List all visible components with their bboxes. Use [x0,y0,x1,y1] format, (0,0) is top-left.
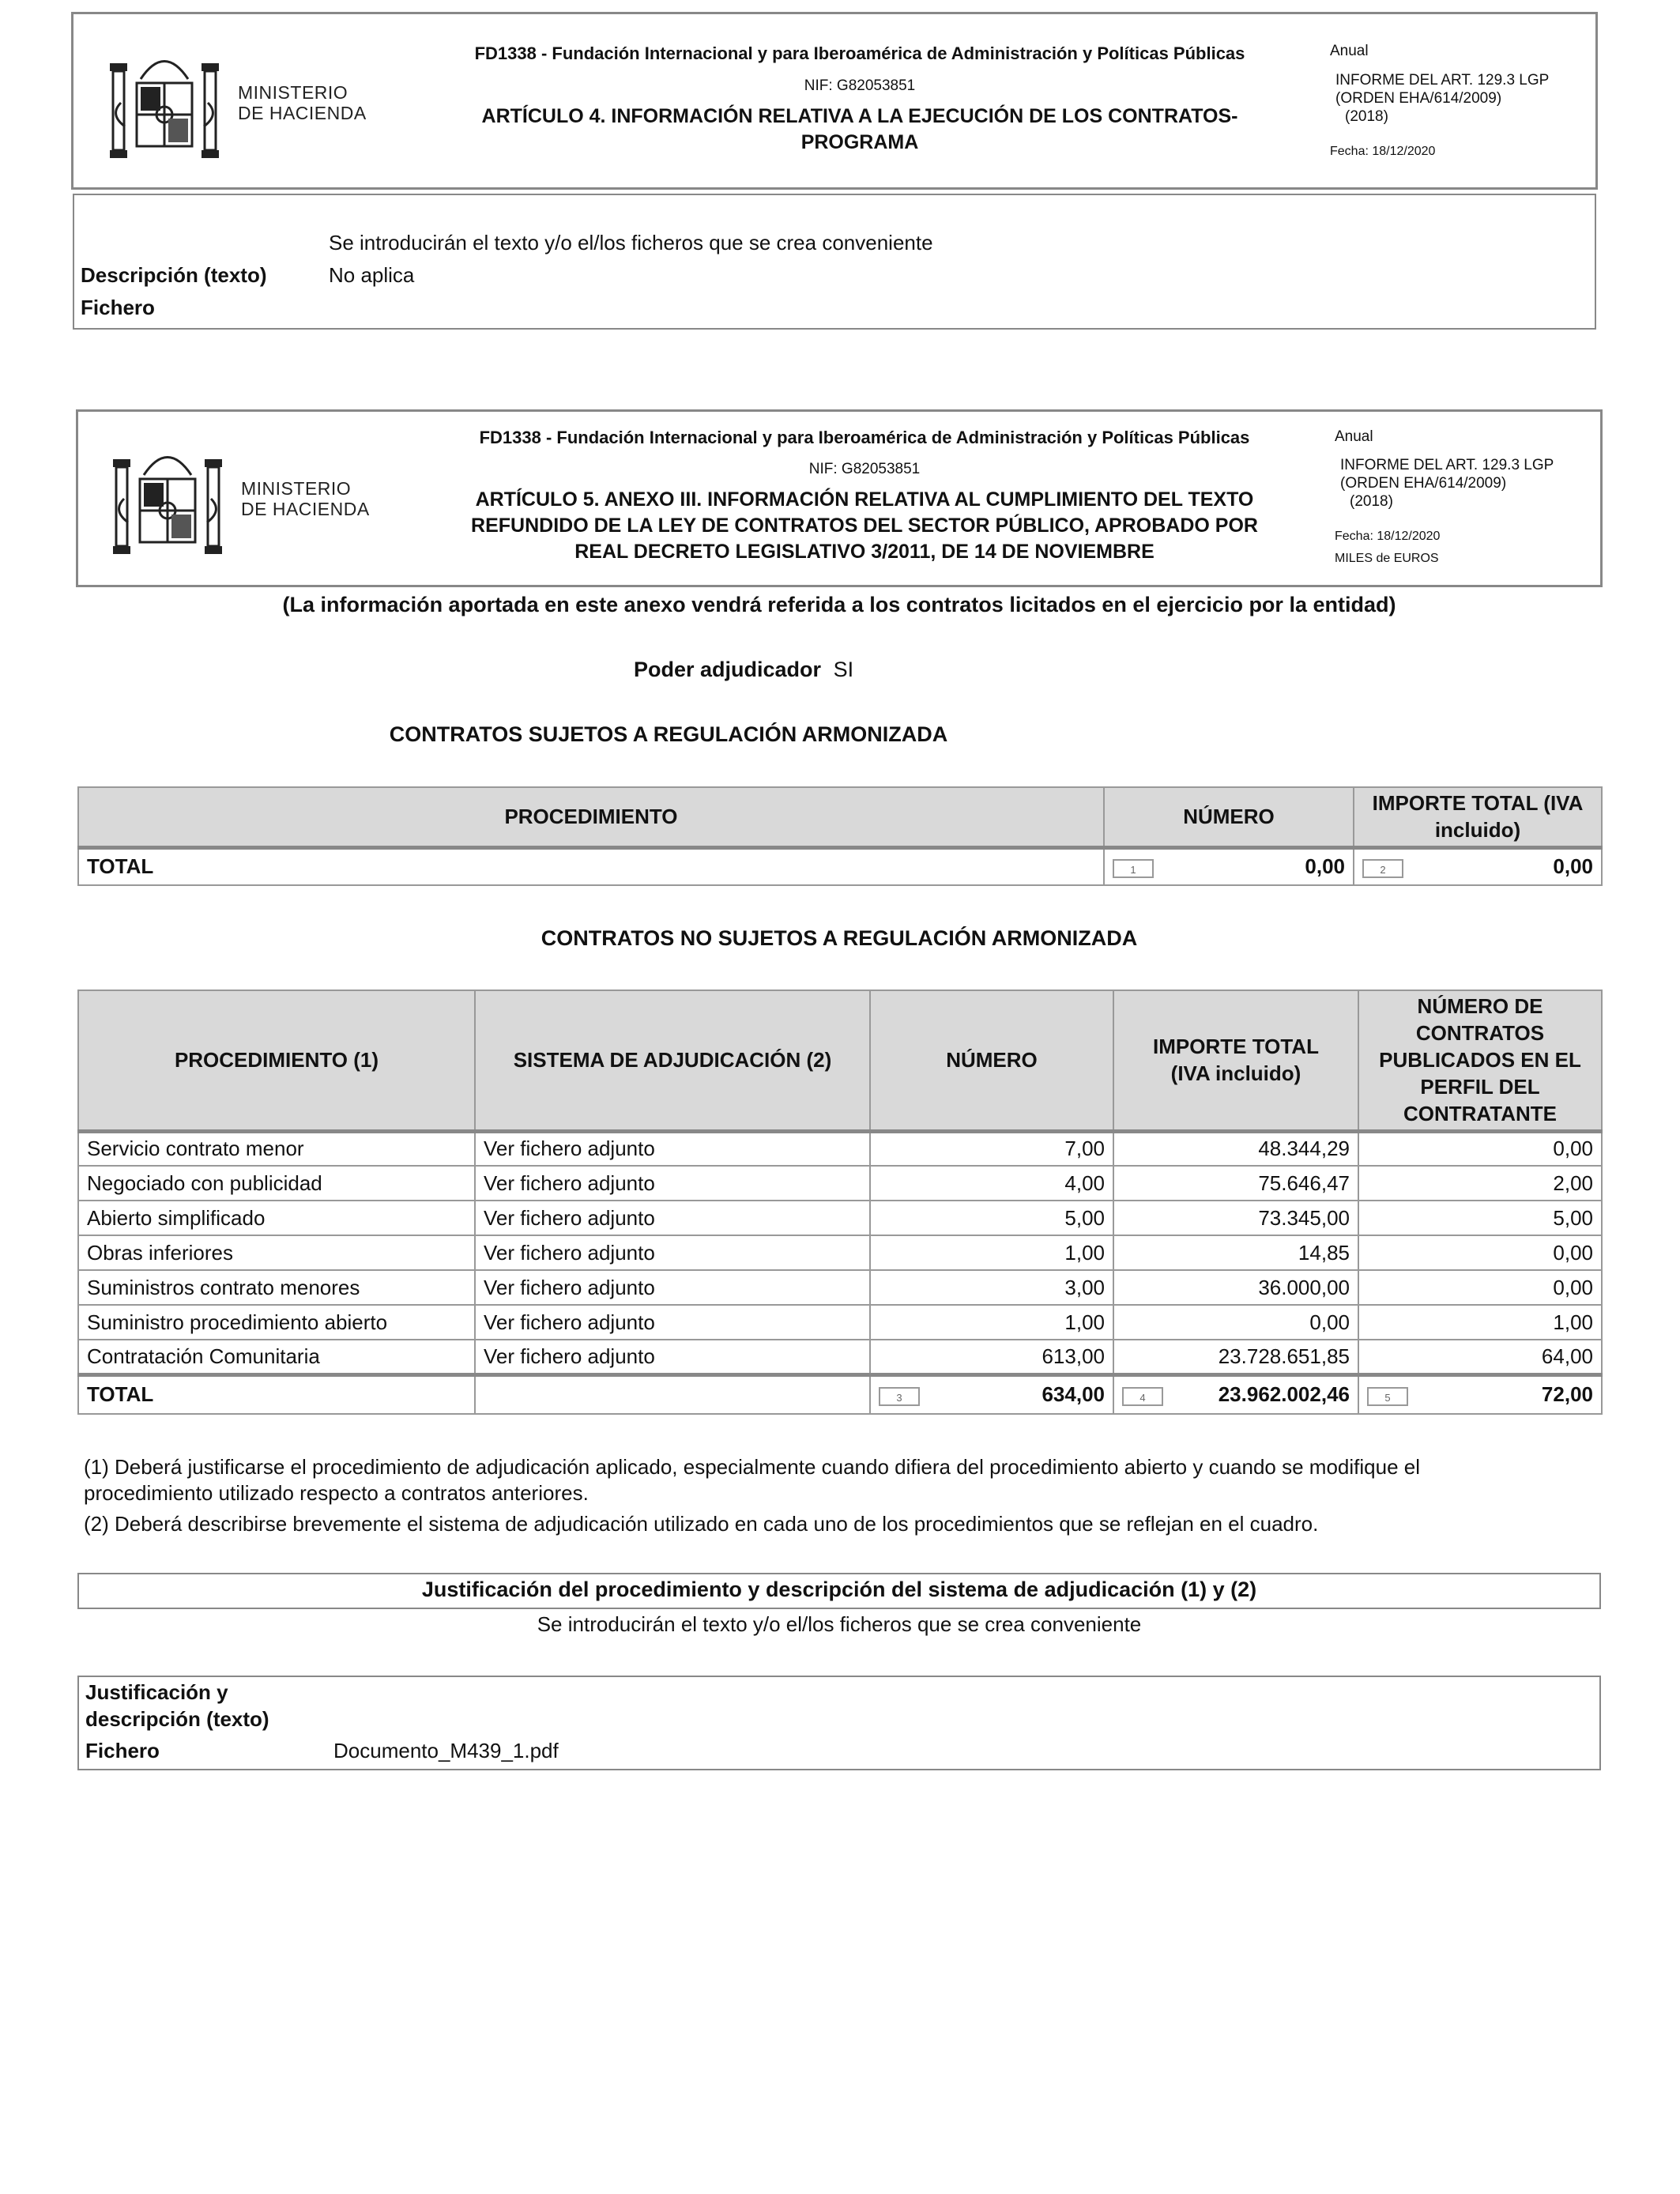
cell-importe: 75.646,47 [1113,1166,1358,1201]
cell-procedimiento: Obras inferiores [78,1235,475,1270]
col-publicados [1358,990,1602,1131]
file-label: Fichero [81,296,155,319]
article-title-line2: PROGRAMA [800,131,919,153]
article-title-line3: REAL DECRETO LEGISLATIVO 3/2011, DE 14 DE NOVIEMBRE [574,541,1155,563]
table-row [78,1131,1602,1166]
annex-note: (La información aportada en este anexo vendrá referida a los contratos licitados en el ejercicio por la entidad) [282,593,1396,616]
armonizada-table [77,786,1603,886]
cell-numero: 613,00 [870,1340,1113,1374]
field-number-box: 3 [879,1387,920,1406]
ministry-logo [105,40,367,166]
ministry-name-line2: DE HACIENDA [241,499,370,519]
cell-importe: 73.345,00 [1113,1201,1358,1235]
col-importe [1354,787,1602,847]
file-label: Fichero [85,1739,160,1762]
ministry-logo [108,435,370,562]
coat-of-arms-icon [105,40,224,166]
col-importe [1113,990,1358,1131]
col-publicados-line3: PUBLICADOS EN EL [1379,1048,1581,1072]
cell-procedimiento: Abierto simplificado [78,1201,475,1235]
header-article-4 [71,12,1598,190]
ministry-name-line1: MINISTERIO [241,478,352,499]
informe-line1: INFORME DEL ART. 129.3 LGP [1340,457,1554,473]
field-number-box: 4 [1122,1387,1163,1406]
col-procedimiento: PROCEDIMIENTO (1) [78,990,475,1131]
table-row [78,1340,1602,1374]
armonizada-title: CONTRATOS SUJETOS A REGULACIÓN ARMONIZADA [389,722,948,746]
description-intro: Se introducirán el texto y/o el/los ficheros que se crea conveniente [329,231,933,254]
no-armonizada-title: CONTRATOS NO SUJETOS A REGULACIÓN ARMONIZADA [541,926,1138,950]
justificacion-intro: Se introducirán el texto y/o el/los ficheros que se crea conveniente [537,1612,1142,1636]
informe-ref [1335,71,1549,126]
poder-label: Poder adjudicador [634,658,822,681]
cell-sistema: Ver fichero adjunto [475,1131,870,1166]
informe-line1: INFORME DEL ART. 129.3 LGP [1335,72,1550,89]
units-label: MILES de EUROS [1335,552,1439,565]
article-title [437,104,1283,156]
cell-sistema: Ver fichero adjunto [475,1340,870,1374]
justificacion-label-line2: descripción (texto) [85,1707,269,1731]
col-publicados-line4: PERFIL DEL [1420,1075,1540,1099]
note-2: (2) Deberá describirse brevemente el sistema de adjudicación utilizado en cada uno de los procedimientos que se reflejan en el cuadro. [84,1512,1319,1536]
description-value: No aplica [329,263,415,287]
report-date: Fecha: 18/12/2020 [1335,530,1441,543]
total-numero-value: 0,00 [1305,854,1345,879]
ministry-name-line2: DE HACIENDA [238,103,367,123]
total-publicados [1358,1374,1602,1414]
justificacion-label-line1: Justificación y [85,1680,228,1704]
total-label: TOTAL [78,1374,475,1414]
cell-importe: 14,85 [1113,1235,1358,1270]
description-box [73,194,1596,330]
total-importe-value: 23.962.002,46 [1218,1382,1350,1407]
total-importe [1354,847,1602,885]
no-armonizada-table [77,990,1603,1415]
article-title [430,487,1299,565]
col-importe-line1: IMPORTE TOTAL [1153,1035,1319,1059]
article-title-line2: REFUNDIDO DE LA LEY DE CONTRATOS DEL SECTOR PÚBLICO, APROBADO POR [471,515,1258,537]
table-row [78,1270,1602,1305]
col-importe-line1: IMPORTE TOTAL (IVA [1372,791,1584,816]
table-row [78,1201,1602,1235]
total-importe [1113,1374,1358,1414]
article-title-line1: ARTÍCULO 4. INFORMACIÓN RELATIVA A LA EJECUCIÓN DE LOS CONTRATOS- [481,105,1238,127]
total-label: TOTAL [78,847,1104,885]
cell-importe: 0,00 [1113,1305,1358,1340]
table-row [78,1235,1602,1270]
cell-importe: 23.728.651,85 [1113,1340,1358,1374]
cell-sistema: Ver fichero adjunto [475,1166,870,1201]
justificacion-box [77,1676,1601,1770]
cell-numero: 1,00 [870,1235,1113,1270]
cell-publicados: 64,00 [1358,1340,1602,1374]
cell-procedimiento: Suministros contrato menores [78,1270,475,1305]
total-importe-value: 0,00 [1553,854,1593,879]
report-date: Fecha: 18/12/2020 [1330,145,1436,158]
ministry-name-line1: MINISTERIO [238,82,348,103]
field-number-box: 2 [1362,859,1403,878]
cell-numero: 1,00 [870,1305,1113,1340]
nif: NIF: G82053851 [808,461,921,477]
cell-sistema: Ver fichero adjunto [475,1270,870,1305]
entity-name: FD1338 - Fundación Internacional y para Iberoamérica de Administración y Políticas Públicas [474,43,1245,63]
cell-publicados: 0,00 [1358,1235,1602,1270]
field-number-box: 5 [1367,1387,1408,1406]
cell-procedimiento: Contratación Comunitaria [78,1340,475,1374]
period: Anual [1335,428,1373,445]
col-procedimiento: PROCEDIMIENTO [78,787,1104,847]
cell-importe: 36.000,00 [1113,1270,1358,1305]
nif: NIF: G82053851 [804,77,916,94]
cell-publicados: 2,00 [1358,1166,1602,1201]
attached-file-link[interactable]: Documento_M439_1.pdf [333,1739,559,1762]
informe-line2: (ORDEN EHA/614/2009) [1335,90,1502,107]
cell-sistema: Ver fichero adjunto [475,1305,870,1340]
cell-procedimiento: Servicio contrato menor [78,1131,475,1166]
poder-value: SI [833,658,854,681]
field-number-box: 1 [1113,859,1154,878]
article-title-line1: ARTÍCULO 5. ANEXO III. INFORMACIÓN RELATIVA AL CUMPLIMIENTO DEL TEXTO [475,488,1254,511]
informe-line3: (2018) [1345,108,1388,125]
cell-sistema: Ver fichero adjunto [475,1235,870,1270]
poder-adjudicador [634,658,853,682]
period: Anual [1330,43,1369,59]
cell-numero: 3,00 [870,1270,1113,1305]
total-numero [1104,847,1354,885]
col-publicados-line1: NÚMERO DE [1417,994,1543,1019]
cell-procedimiento: Negociado con publicidad [78,1166,475,1201]
note-1-line1: (1) Deberá justificarse el procedimiento de adjudicación aplicado, especialmente cuando difiera del procedimiento abierto y cuando se modifique el [84,1455,1420,1479]
cell-publicados: 1,00 [1358,1305,1602,1340]
cell-procedimiento: Suministro procedimiento abierto [78,1305,475,1340]
cell-publicados: 5,00 [1358,1201,1602,1235]
cell-numero: 4,00 [870,1166,1113,1201]
justificacion-label [85,1679,269,1732]
total-numero-value: 634,00 [1042,1382,1105,1407]
total-publicados-value: 72,00 [1541,1382,1593,1407]
table-row [78,1305,1602,1340]
informe-line3: (2018) [1350,493,1393,510]
cell-sistema: Ver fichero adjunto [475,1201,870,1235]
coat-of-arms-icon [108,435,227,562]
cell-publicados: 0,00 [1358,1131,1602,1166]
cell-numero: 7,00 [870,1131,1113,1166]
col-importe-line2: incluido) [1434,818,1521,843]
total-sistema-empty [475,1374,870,1414]
col-numero: NÚMERO [1104,787,1354,847]
cell-publicados: 0,00 [1358,1270,1602,1305]
informe-ref [1340,456,1554,511]
informe-line2: (ORDEN EHA/614/2009) [1340,475,1507,492]
header-article-5 [76,409,1603,587]
col-publicados-line5: CONTRATANTE [1403,1102,1557,1126]
footnotes [84,1454,1585,1537]
justificacion-title: Justificación del procedimiento y descripción del sistema de adjudicación (1) y (2) [421,1578,1257,1601]
col-publicados-line2: CONTRATOS [1415,1021,1545,1046]
cell-importe: 48.344,29 [1113,1131,1358,1166]
col-sistema: SISTEMA DE ADJUDICACIÓN (2) [475,990,870,1131]
col-numero: NÚMERO [870,990,1113,1131]
cell-numero: 5,00 [870,1201,1113,1235]
total-numero [870,1374,1113,1414]
entity-name: FD1338 - Fundación Internacional y para Iberoamérica de Administración y Políticas Públicas [479,428,1250,447]
table-row [78,1166,1602,1201]
col-importe-line2: (IVA incluido) [1170,1061,1301,1086]
note-1-line2: procedimiento utilizado respecto a contratos anteriores. [84,1481,589,1505]
description-label: Descripción (texto) [81,263,267,287]
